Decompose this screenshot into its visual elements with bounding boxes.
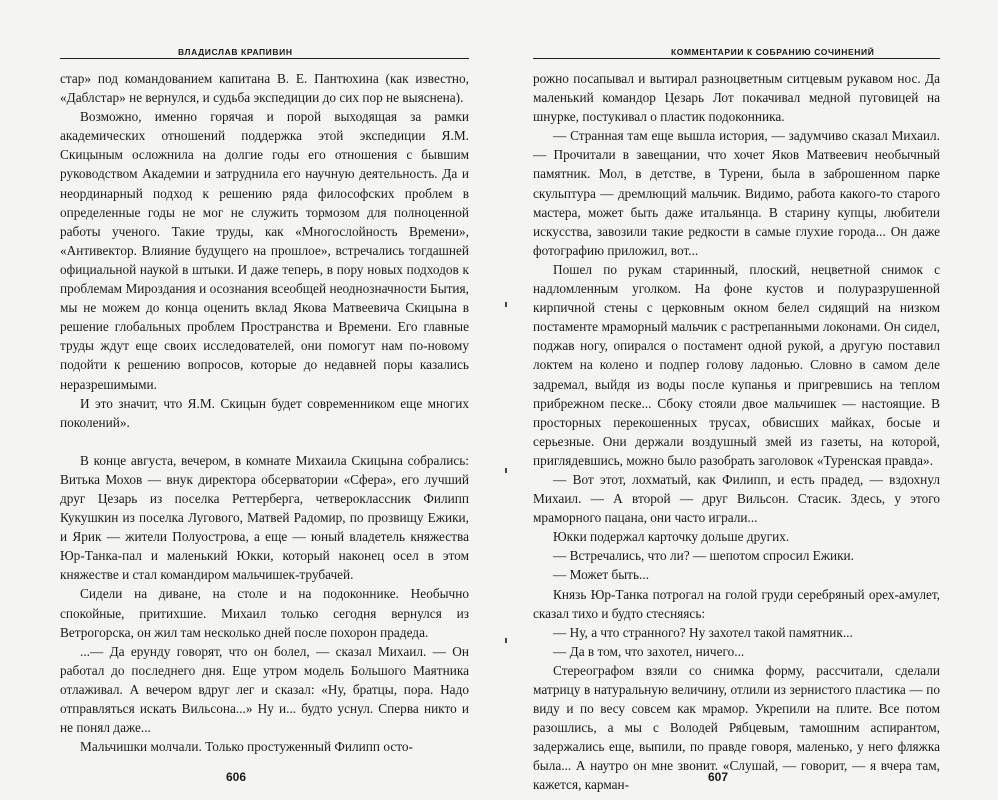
gutter-mark — [505, 638, 507, 643]
running-head-title: КОММЕНТАРИИ К СОБРАНИЮ СОЧИНЕНИЙ — [671, 47, 875, 57]
running-head-right — [533, 42, 940, 59]
paragraph: Сидели на диване, на столе и на подоконнике. Необычно спокойные, притихшие. Михаил только сегодня вернулся из Ветрогорска, он жил там несколько дней после похорон прадеда. — [60, 586, 469, 640]
page-number-right: 607 — [708, 770, 729, 784]
paragraph: — Вот этот, лохматый, как Филипп, и есть прадед, — вздохнул Михаил. — А второй — друг Вильсон. Стасик. Здесь, у этого мраморного пацана, они часто играли... — [533, 471, 940, 526]
paragraph: ...— Да ерунду говорят, что он болел, — сказал Михаил. — Он работал до последнего дня. Еще утром модель Большого Маятника отлаживал. А вечером вдруг лег и сказал: «Ну, братцы, пора. Надо отправляться искать Вильсона...» Ну и... будто уснул. Сперва никто и не понял даже... — [60, 643, 469, 736]
paragraph: рожно посапывал и вытирал разноцветным ситцевым рукавом нос. Да маленький командор Цезарь Лот покачивал медной пуговицей на шнурке, постукивал о пластик подоконника. — [533, 71, 940, 125]
paragraph: И это значит, что Я.М. Скицын будет современником еще многих поколений». — [60, 395, 469, 430]
paragraph: Мальчишки молчали. Только простуженный Филипп осто- — [80, 739, 413, 755]
right-page-text — [533, 69, 940, 795]
running-head-left — [60, 42, 469, 59]
paragraph: В конце августа, вечером, в комнате Михаила Скицына собрались: Витька Мохов — внук директора обсерватории «Сфера», его лучший друг Цезарь из поселка Реттерберга, четвероклассник Филипп Кукушкин из поселка Лугового, Матвей Радомир, по прозвищу Ежики, и Ярик — жители Полуострова, а еще — юный владетель княжества Юр-Танка-пал и маленький Юкки, который наконец осел в этом княжестве и стал командиром мальчишек-трубачей. — [60, 452, 469, 583]
paragraph: — Да в том, что захотел, ничего... — [553, 643, 745, 659]
paragraph: Стереографом взяли со снимка форму, рассчитали, сделали матрицу в натуральную величину, отлили из зернистого пластика — по виду и по весу совсем как мрамор. Укрепили на плите. Все потом разошлись, а мы с Володей Рябцевым, тамошним аспирантом, задержались еще, выпили, по правде говоря, маленько, у него фляжка была... А наутро он мне звонит. «Слушай, — говорит, — я вчера там, кажется, карман- — [533, 662, 940, 793]
paragraph: Пошел по рукам старинный, плоский, нецветной снимок с надломленным уголком. На фоне кустов и полуразрушенной кирпичной стены с церковным окном белел сидящий на низком постаменте мраморный мальчик с растрепанными локонами. Он сидел, поджав ногу, опирался о постамент одной рукой, а другую поставил локтем на колено и подпер голову ладонью. Словно в самом деле задремал, выйдя из воды после купанья и пригревшись на теплом прибрежном песке... Сбоку стояли двое мальчишек — настоящие. В просторных перекошенных трусах, обвисших майках, босые и серьезные. Они держали воздушный змей из газеты, на которой, приглядевшись, можно было разобрать заголовок «Туренская правда». — [533, 261, 940, 468]
gutter-mark — [505, 468, 507, 473]
paragraph: Возможно, именно горячая и порой выходящая за рамки академических отношений поддержка этой экспедиции Я.М. Скицыным осложнила на долгие годы его отношения с бывшим руководством Академии и затруднила его научную деятельность. Да и неординарный подход к решению ряда философских проблем в определенные годы не мог не служить тормозом для полноценной работы ученого. Такие труды, как «Многослойность Времени», «Антивектор. Влияние будущего на прошлое», встречались тогдашней официальной наукой в штыки. И даже теперь, в пору новых подходов к проблемам Мироздания и осознания всеобщей неоднозначности Бытия, мы не можем до конца оценить вклад Якова Матвеевича Скицына в решение глобальных проблем Пространства и Времени. Его главные труды ждут еще своих исследователей, они помогут нам по-новому подойти к решению вопросов, которые до недавней поры казались неразрешимыми. — [60, 109, 469, 392]
page-number-left: 606 — [226, 770, 247, 784]
paragraph: — Может быть... — [553, 567, 650, 583]
paragraph: — Ну, а что странного? Ну захотел такой памятник... — [553, 624, 853, 640]
paragraph: — Встречались, что ли? — шепотом спросил Ежики. — [553, 548, 854, 564]
left-page-text — [60, 69, 469, 756]
running-head-author: ВЛАДИСЛАВ КРАПИВИН — [178, 47, 293, 57]
right-page — [499, 0, 998, 800]
gutter-mark — [505, 302, 507, 307]
paragraph: стар» под командованием капитана В. Е. Пантюхина (как известно, «Даблстар» не вернулся, и судьба экспедиции до сих пор не выяснена). — [60, 71, 469, 106]
paragraph: — Странная там еще вышла история, — задумчиво сказал Михаил. — Прочитали в завещании, что хочет Яков Матвеевич необычный памятник. Мол, в детстве, в Турени, была в заброшенном парке скульптура — дремлющий мальчик. Видимо, работа какого-то старого мастера, может быть даже итальянца. В старину купцы, любители искусства, завозили такие редкости в самые глухие города... Он даже фотографию приложил, вот... — [533, 128, 940, 258]
paragraph: Юкки подержал карточку дольше других. — [553, 529, 790, 545]
paragraph: Князь Юр-Танка потрогал на голой груди серебряный орех-амулет, сказал тихо и будто стесняясь: — [533, 586, 940, 621]
